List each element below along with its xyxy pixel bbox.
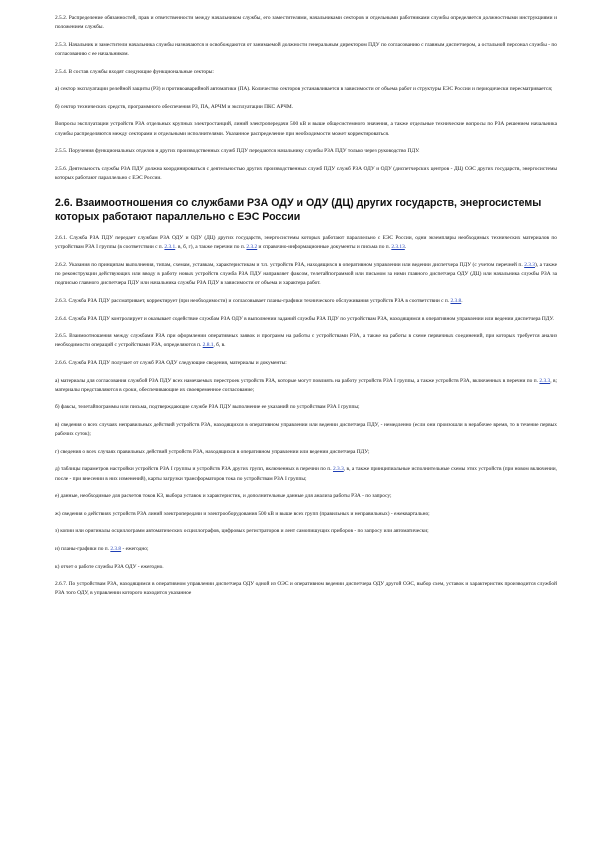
paragraph <box>55 510 557 519</box>
paragraph-text: в) сведения о всех случаях неправильных действий устройств РЗА, находящихся в оперативном управлении или ведении диспетчера ПДУ, - немедленно (если они произошли в нерабочее время, то в течение первых рабочих суток); <box>55 421 557 438</box>
paragraph <box>55 297 557 306</box>
clause-link[interactable]: 2.3.13 <box>391 244 405 251</box>
section-heading: 2.6. Взаимоотношения со службами РЗА ОДУ и ОДУ (ДЦ) других государств, энергосистемы которых работают параллельно с ЕЭС России <box>55 197 542 224</box>
paragraph-text: к) отчет о работе службы РЗА ОДУ - ежегодно. <box>55 563 164 570</box>
paragraph <box>55 448 557 457</box>
paragraph <box>55 465 557 483</box>
paragraph-text: 2.6.5. Взаимоотношения между службами РЗА при оформлении оперативных заявок и программ на работы с устройствами РЗА, а также на работы в схеме первичных соединений, при которых требуется анализ необходимости операций с устройствами РЗА, определяются п. <box>55 333 557 349</box>
paragraph-text: 2.5.6. Деятельность службы РЗА ПДУ должна координироваться с деятельностью других производственных служб ПДУ служб РЗА ОДУ и ОДУ (диспетчерских центров - ДЦ) ОЭС других государств, энергосистемы которых работают параллельно с ЕЭС России. <box>55 165 557 181</box>
clause-link[interactable]: 2.3.8 <box>450 297 462 304</box>
paragraph-text: 2.5.5. Поручения функциональных отделов и других производственных служб ПДУ передаются начальнику службы РЗА ПДУ только через руководство ПДУ. <box>55 148 420 155</box>
clause-link[interactable]: 2.3.3 <box>539 377 551 384</box>
paragraph-text: ), а также по реконструкции действующих или вводу в работу новых устройств служба РЗА ПДУ направляет факсом, телетайпограммой или письмом за ними главного диспетчера ОДУ (ДЦ) или начальника службы РЗА за подписью главного диспетчера ПДУ или начальника службы РЗА ПДУ в зависимости от объема и характера работ. <box>55 261 558 287</box>
paragraph-text: 2.5.2. Распределение обязанностей, прав и ответственности между начальником службы, его заместителями, начальниками секторов и отдельными работниками службы определяется должностными инструкциями и положением службы. <box>55 15 557 31</box>
paragraph <box>55 359 557 368</box>
paragraph-text: и) планы-графики по п. <box>55 545 111 552</box>
paragraph <box>55 315 557 324</box>
paragraph <box>55 580 557 598</box>
paragraph-text: з) копии или оригиналы осциллограмм автоматических осциллографов, цифровых регистраторов и лент самопишущих приборов - по запросу или автоматически; <box>55 528 429 535</box>
paragraph-text: . <box>404 244 407 251</box>
paragraph <box>55 403 557 412</box>
paragraph-text: 2.6.4. Служба РЗА ПДУ контролирует и оказывает содействие службам РЗА ОДУ в выполнении заданий службы РЗА ПДУ по устройствам РЗА, находящимся в оперативном управлении или ведении диспетчера ПДУ. <box>55 315 554 322</box>
paragraph-text: 2.6.7. По устройствам РЗА, находящимся в оперативном управлении диспетчера ОДУ одной из ОЭС и оперативном ведении диспетчера ОДУ другой ОЭС, выбор схем, уставок и характеристик производится службой РЗА того ОДУ, в управлении которого находится указанное <box>55 581 557 597</box>
paragraph-text: 2.6.6. Служба РЗА ПДУ получает от служб РЗА ОДУ следующие сведения, материалы и документы: <box>55 359 287 366</box>
paragraph-text: 2.6.2. Указания по принципам выполнения, типам, схемам, уставкам, характеристикам и т.п. устройств РЗА, находящихся в оперативном управлении или ведении диспетчера ПДУ (с учетом перечней п. <box>55 261 525 268</box>
paragraph-text: 2.6.1. Служба РЗА ПДУ передает службам РЗА ОДУ и ОДУ (ДЦ) других государств, энергосистемы которых работают параллельно с ЕЭС России, одни экземпляры необходимых технических материалов по устройствам РЗА I группы (в соответствии с п. <box>55 235 557 251</box>
clause-link[interactable]: 2.8.1 <box>202 342 214 349</box>
paragraph <box>55 165 557 183</box>
paragraph-text: д) таблицы параметров настройки устройств РЗА I группы и устройств РЗА других групп, включенных в перечни по п. <box>55 466 333 473</box>
paragraph-text: б) сектор технических средств, программного обеспечения РЗ, ПА, АРЧМ и эксплуатации ПКС АРЧМ. <box>55 103 293 110</box>
paragraph <box>55 103 557 112</box>
paragraph <box>55 147 557 156</box>
paragraph-text: , б, в. <box>213 342 226 349</box>
paragraph-text: 2.5.4. В состав службы входят следующие функциональные секторы: <box>55 68 214 75</box>
paragraph-text: ж) сведения о действиях устройств РЗА линий электропередачи и электрооборудования 500 кВ и выше всех групп (правильных и неправильных) - ежеквартально; <box>55 510 430 517</box>
paragraph-text: а) материалы для согласования службой РЗА ПДУ всех намечаемых перестроек устройств РЗА, которые могут повлиять на работу устройств РЗА I группы, а также устройств РЗА, включенных в перечни по п. <box>55 377 540 384</box>
paragraph-text: 2.5.3. Начальник и заместители начальника службы назначаются и освобождаются от занимаемой должности генеральным директором ПДУ по согласованию с главным диспетчером, а остальной персонал службы - по согласованию с ее начальником. <box>55 41 557 57</box>
paragraph-text: , в; материалы представляются в сроки, обеспечивающие их своевременное согласование; <box>55 377 557 393</box>
paragraph-text: . <box>461 297 463 304</box>
paragraph <box>55 421 557 439</box>
paragraph-text: е) данные, необходимые для расчетов токов КЗ, выбора уставок и характеристик, и дополнительные данные для анализа работы РЗА - по запросу; <box>55 493 392 500</box>
paragraph <box>55 68 557 77</box>
paragraph-text: б) факсы, телетайпограммы или письма, подтверждающие службе РЗА ПДУ выполнение ее указаний по устройствам РЗА I группы; <box>55 404 360 411</box>
paragraph <box>55 377 557 395</box>
paragraph <box>55 85 557 94</box>
paragraph-text: - ежегодно; <box>121 545 149 552</box>
paragraph <box>55 492 557 501</box>
clause-link[interactable]: 2.3.3 <box>524 261 535 268</box>
section-2-6-body <box>55 234 557 598</box>
clause-link[interactable]: 2.3.8 <box>110 545 122 552</box>
paragraph <box>55 563 557 572</box>
clause-link[interactable]: 2.3.3 <box>332 466 344 473</box>
paragraph-text: Вопросы эксплуатации устройств РЗА отдельных крупных электростанций, линий электропередачи 500 кВ и выше общесистемного значения, а также отдельные технические вопросы по РЗА решением начальника службы распределяются между секторами и отдельными исполнителями. Указанное распределение при необходимости может корректироваться. <box>55 121 557 137</box>
clause-link[interactable]: 2.3.2 <box>246 244 258 251</box>
clause-link[interactable]: 2.3.1 <box>164 244 176 251</box>
paragraph-text: , в, а также принципиальные исполнительные схемы этих устройств (при новом включении, после - при внесении в них изменений), карты загрузки трансформаторов тока по устройствам РЗА I группы; <box>55 466 557 482</box>
paragraph <box>55 261 557 289</box>
paragraph-text: а) сектор эксплуатации релейной защиты (РЗ) и противоаварийной автоматики (ПА). Количество секторов устанавливается в зависимости от объема работ и структуры ЕЭС России и периодически пересматривается; <box>55 86 553 93</box>
paragraph <box>55 527 557 536</box>
paragraph-text: и справочно-информационные документы и письма по п. <box>257 244 392 251</box>
paragraph-text: 2.6.3. Служба РЗА ПДУ рассматривает, корректирует (при необходимости) и согласовывает планы-графики технического обслуживания устройств РЗА в соответствии с п. <box>55 297 451 304</box>
section-2-5-body <box>55 14 557 183</box>
paragraph-text: . в, б, г), а также перечни по п. <box>175 244 247 251</box>
paragraph <box>55 120 557 138</box>
paragraph-text: г) сведения о всех случаях правильных действий устройств РЗА, находящихся в оперативном управлении или ведении диспетчера ПДУ; <box>55 448 370 455</box>
paragraph <box>55 41 557 59</box>
paragraph <box>55 14 557 32</box>
paragraph <box>55 332 557 350</box>
paragraph <box>55 234 557 252</box>
paragraph <box>55 545 557 554</box>
